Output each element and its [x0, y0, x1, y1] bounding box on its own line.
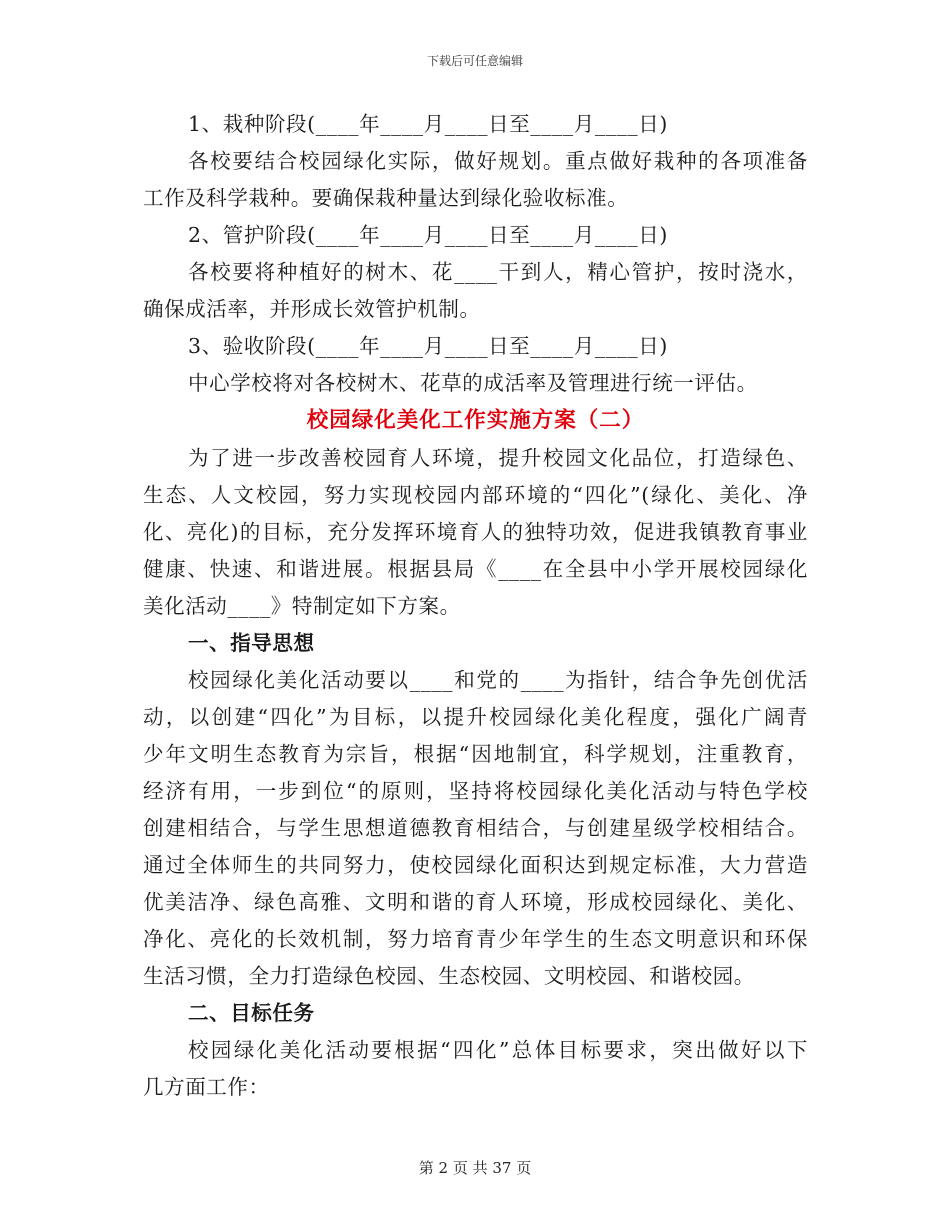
paragraph-line: 确保成活率，并形成长效管护机制。 — [143, 297, 481, 321]
paragraph-line: 优美洁净、绿色高雅、文明和谐的育人环境，形成校园绿化、美化、 — [143, 890, 808, 914]
heading-guiding-ideology: 一、指导思想 — [188, 631, 315, 655]
paragraph-line: 生活习惯，全力打造绿色校园、生态校园、文明校园、和谐校园。 — [143, 964, 755, 988]
paragraph-line: 创建相结合，与学生思想道德教育相结合，与创建星级学校相结合。 — [143, 816, 808, 840]
paragraph-line: 生态、人文校园，努力实现校园内部环境的“四化”(绿化、美化、净 — [143, 483, 808, 507]
paragraph-line: 动，以创建“四化”为目标，以提升校园绿化美化程度，强化广阔青 — [143, 705, 808, 729]
paragraph-line: 为了进一步改善校园育人环境，提升校园文化品位，打造绿色、 — [188, 446, 808, 470]
heading-goals-tasks: 二、目标任务 — [188, 1001, 315, 1025]
stage-3-heading: 3、验收阶段(____年____月____日至____月____日) — [188, 334, 668, 358]
paragraph-line: 校园绿化美化活动要以____和党的____为指针，结合争先创优活 — [188, 668, 808, 692]
paragraph-line: 通过全体师生的共同努力，使校园绿化面积达到规定标准，大力营造 — [143, 853, 808, 877]
paragraph-line: 经济有用，一步到位“的原则，坚持将校园绿化美化活动与特色学校 — [143, 779, 808, 803]
page-footer: 第 2 页 共 37 页 — [418, 1159, 532, 1177]
paragraph-line: 净化、亮化的长效机制，努力培育青少年学生的生态文明意识和环保 — [143, 927, 808, 951]
document-body — [143, 106, 808, 1106]
paragraph-line: 校园绿化美化活动要根据“四化”总体目标要求，突出做好以下 — [188, 1038, 808, 1062]
paragraph-line: 工作及科学栽种。要确保栽种量达到绿化验收标准。 — [143, 186, 629, 210]
stage-1-heading: 1、栽种阶段(____年____月____日至____月____日) — [188, 112, 668, 136]
page-header: 下载后可任意编辑 — [426, 54, 523, 68]
paragraph-line: 少年文明生态教育为宗旨，根据“因地制宜，科学规划，注重教育， — [143, 742, 808, 766]
paragraph-line: 化、亮化)的目标，充分发挥环境育人的独特功效，促进我镇教育事业 — [143, 520, 808, 544]
paragraph-line: 各校要结合校园绿化实际，做好规划。重点做好栽种的各项准备 — [188, 149, 808, 173]
paragraph-line: 美化活动____》特制定如下方案。 — [143, 594, 461, 618]
paragraph-line: 中心学校将对各校树木、花草的成活率及管理进行统一评估。 — [188, 371, 758, 395]
section-title: 校园绿化美化工作实施方案（二） — [306, 408, 645, 433]
paragraph-line: 各校要将种植好的树木、花____干到人，精心管护，按时浇水， — [188, 260, 808, 284]
paragraph-line: 健康、快速、和谐进展。根据县局《____在全县中小学开展校园绿化 — [143, 557, 808, 581]
paragraph-line: 几方面工作： — [143, 1075, 270, 1099]
stage-2-heading: 2、管护阶段(____年____月____日至____月____日) — [188, 223, 668, 247]
